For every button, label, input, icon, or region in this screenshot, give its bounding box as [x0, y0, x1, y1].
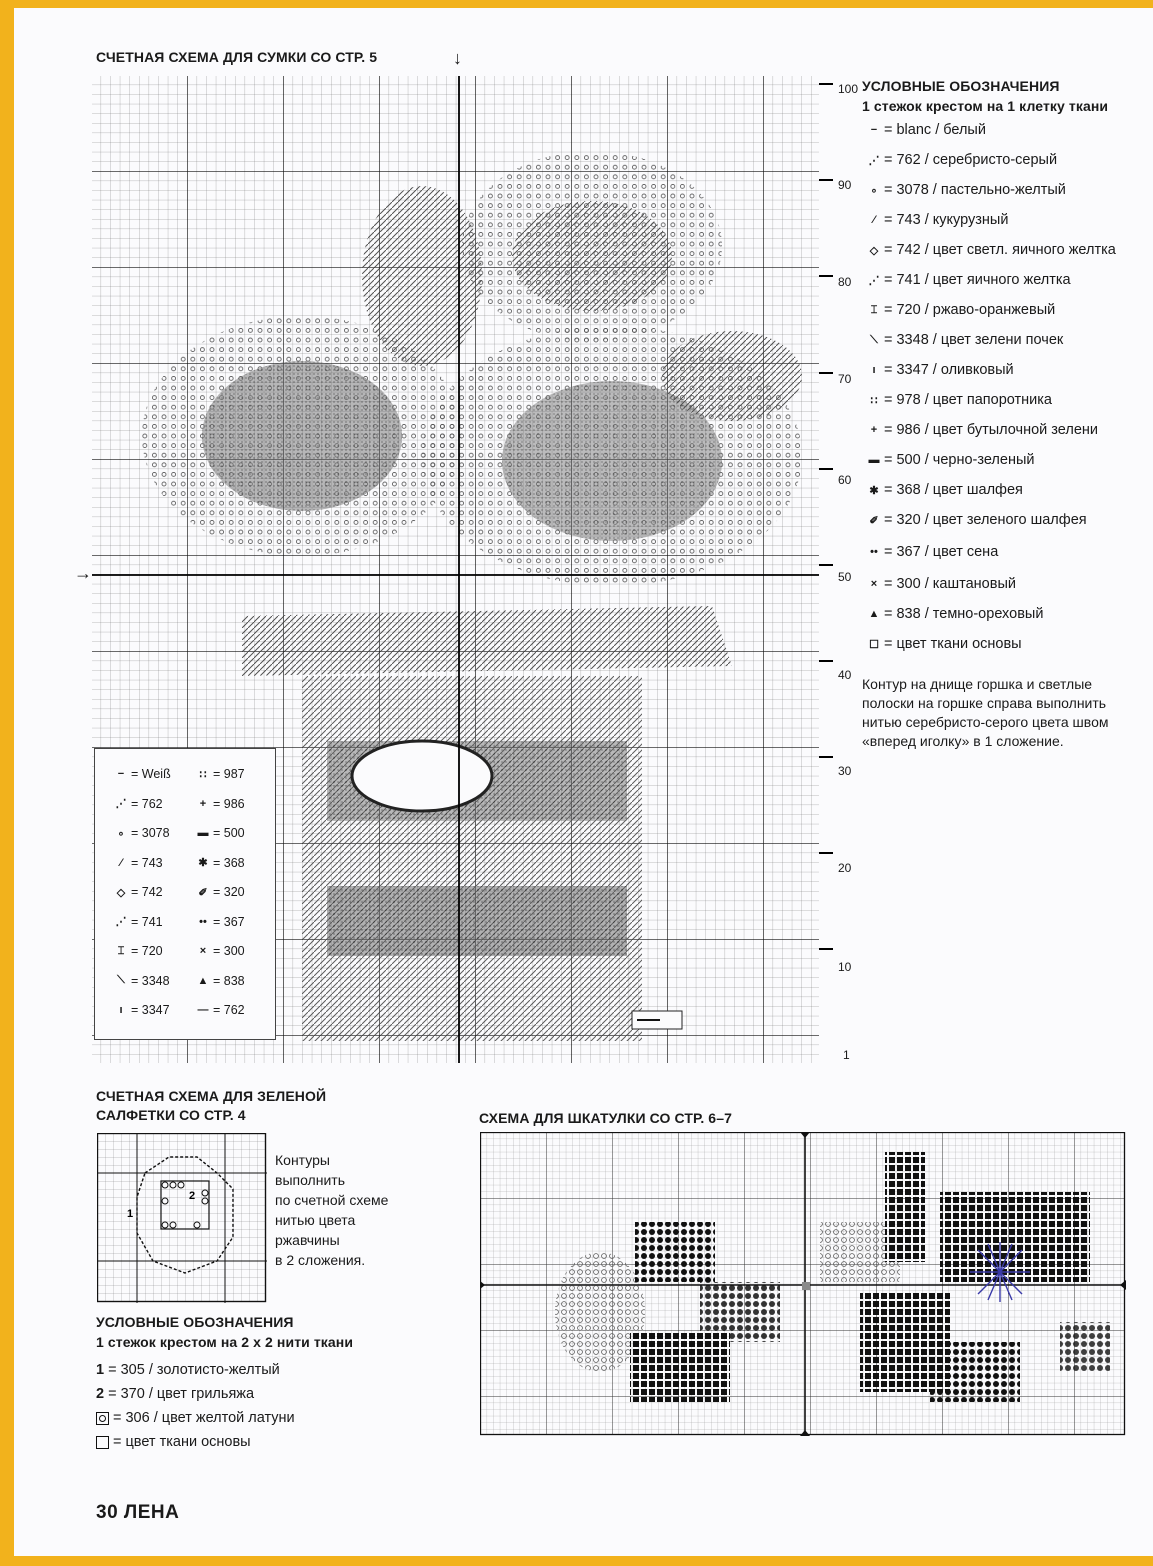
stitch-symbol-icon: +: [199, 797, 207, 810]
inset-legend-item: [113, 826, 170, 840]
legend-text: = 986: [213, 796, 245, 811]
legend-text: = 3347 / оливковый: [884, 362, 1014, 378]
inset-legend-item: [113, 767, 171, 781]
axis-label-90: 90: [838, 178, 852, 192]
stitch-symbol-icon: ◇: [869, 244, 879, 257]
legend-text: = цвет ткани основы: [884, 636, 1022, 652]
legend-text: = 3347: [131, 1003, 170, 1017]
inset-legend-item: [195, 856, 245, 870]
napkin-label-2: 2: [189, 1190, 196, 1202]
stitch-symbol-icon: ✐: [198, 886, 208, 899]
legend-item: [866, 362, 1014, 378]
legend-text: = 367: [213, 914, 245, 929]
inset-legend-item: [195, 1003, 245, 1017]
stitch-symbol-icon: ı: [872, 364, 876, 376]
legend-item: [866, 512, 1087, 528]
inset-legend-item: [113, 915, 163, 929]
stitch-symbol-icon: ×: [199, 945, 207, 957]
napkin-legend-item: [96, 1406, 295, 1430]
stitch-symbol-icon: ∷: [199, 768, 207, 781]
inset-legend: [94, 748, 276, 1040]
inset-legend-item: [195, 974, 245, 988]
legend-text: = 300: [213, 944, 245, 958]
inset-legend-item: [195, 826, 245, 840]
stitch-symbol-icon: ∷: [870, 394, 878, 407]
napkin-legend-item: [96, 1382, 295, 1406]
legend-text: = 300 / каштановый: [884, 576, 1016, 592]
stitch-symbol-icon: ⁄: [873, 214, 875, 226]
napkin-chart-grid: [97, 1133, 267, 1303]
legend-text: = 741 / цвет яичного желтка: [884, 272, 1071, 288]
legend-text: = 320: [213, 885, 245, 899]
inset-legend-item: [195, 915, 245, 929]
legend-item: [866, 152, 1057, 168]
legend-item: [866, 636, 1022, 652]
axis-label-30: 30: [838, 764, 852, 778]
stitch-symbol-icon: ✱: [198, 857, 208, 869]
footer: [96, 1502, 179, 1524]
axis-label-100: 100: [838, 82, 859, 96]
napkin-title-line1: СЧЕТНАЯ СХЕМА ДЛЯ ЗЕЛЕНОЙ: [96, 1088, 327, 1104]
legend-text: = 500: [213, 826, 245, 840]
empty-square-icon: [96, 1436, 109, 1449]
axis-label-60: 60: [838, 473, 852, 487]
inset-legend-item: [113, 944, 163, 958]
napkin-note-line: выполнить: [275, 1172, 345, 1188]
stitch-symbol-icon: ⟍: [117, 974, 125, 986]
legend-title: УСЛОВНЫЕ ОБОЗНАЧЕНИЯ: [862, 78, 1060, 94]
legend-text: = 305 / золотисто-желтый: [104, 1362, 280, 1378]
axis-label-50: 50: [838, 570, 852, 584]
stitch-symbol-icon: ☐: [869, 638, 879, 651]
legend-text: = 720 / ржаво-оранжевый: [884, 302, 1056, 318]
legend-text: = 368 / цвет шалфея: [884, 482, 1023, 498]
legend-item: [866, 122, 986, 138]
legend-text: = 367 / цвет сена: [884, 544, 999, 560]
inset-legend-item: [113, 797, 163, 811]
axis-label-70: 70: [838, 372, 852, 386]
legend-text: = 742: [131, 885, 163, 899]
napkin-legend-title: УСЛОВНЫЕ ОБОЗНАЧЕНИЯ: [96, 1314, 294, 1330]
legend-text: = 720: [131, 944, 163, 958]
stitch-symbol-icon: —: [197, 1004, 209, 1016]
legend-text: = 500 / черно-зеленый: [884, 452, 1035, 468]
legend-text: = 741: [131, 914, 163, 929]
legend-item: [866, 182, 1066, 198]
napkin-legend-list: [96, 1358, 295, 1454]
legend-item: [866, 242, 1116, 258]
stitch-symbol-icon: ⁄: [120, 856, 122, 869]
legend-item: [866, 212, 1008, 228]
center-arrow-top: ↓: [453, 48, 462, 68]
box-chart-grid: [480, 1132, 1126, 1436]
legend-num: 1: [96, 1362, 105, 1378]
inset-legend-item: [195, 885, 245, 899]
stitch-symbol-icon: +: [870, 424, 878, 436]
legend-text: = 370 / цвет грильяжа: [104, 1386, 255, 1402]
axis-label-1: 1: [843, 1048, 850, 1062]
legend-text: = 743 / кукурузный: [884, 212, 1009, 228]
napkin-note: [275, 1150, 388, 1270]
napkin-legend-item: [96, 1358, 295, 1382]
stitch-symbol-icon: ⋰: [868, 274, 880, 287]
napkin-label-1: 1: [127, 1208, 134, 1220]
center-arrow-left: →: [74, 563, 92, 583]
legend-text: = 742 / цвет светл. яичного желтка: [884, 242, 1116, 258]
stitch-symbol-icon: ı: [119, 1004, 123, 1016]
napkin-note-line: нитью цвета: [275, 1212, 356, 1228]
legend-item: [866, 482, 1023, 498]
legend-text: = 306 / цвет желтой латуни: [113, 1410, 295, 1426]
legend-text: = 987: [213, 767, 245, 781]
legend-text: = 762 / серебристо-серый: [884, 152, 1058, 168]
legend-text: = 3348 / цвет зелени почек: [884, 332, 1064, 348]
stitch-symbol-icon: ••: [199, 915, 207, 928]
napkin-title-line2: САЛФЕТКИ СО СТР. 4: [96, 1107, 246, 1123]
stitch-symbol-icon: ×: [870, 578, 878, 590]
stitch-symbol-icon: ⋰: [115, 798, 127, 810]
inset-legend-item: [113, 856, 163, 870]
axis-label-80: 80: [838, 275, 852, 289]
legend-num: 2: [96, 1386, 105, 1402]
legend-item: [866, 606, 1043, 622]
star-stitch: [970, 1242, 1030, 1302]
napkin-legend-item: [96, 1430, 295, 1454]
legend-item: [866, 272, 1071, 288]
pot-motif: [302, 676, 682, 1041]
axis-label-10: 10: [838, 960, 852, 974]
legend-item: [866, 422, 1098, 438]
legend-text: = 762: [131, 796, 163, 811]
napkin-note-line: по счетной схеме: [275, 1192, 389, 1208]
napkin-note-line: Контуры: [275, 1152, 330, 1168]
legend-text: = цвет ткани основы: [113, 1434, 251, 1450]
legend-item: [866, 302, 1055, 318]
legend-text: = 320 / цвет зеленого шалфея: [884, 512, 1087, 528]
axis-label-40: 40: [838, 668, 852, 682]
ring-square-icon: [96, 1412, 109, 1425]
inset-legend-item: [195, 797, 245, 811]
stitch-symbol-icon: −: [117, 768, 125, 780]
stitch-symbol-icon: ∘: [117, 827, 125, 840]
legend-text: = 838 / темно-ореховый: [884, 606, 1044, 622]
stitch-symbol-icon: ⌶: [117, 944, 125, 957]
stitch-symbol-icon: ⟍: [870, 333, 878, 346]
bag-note: Контур на днище горшка и светлые полоски на горшке справа выполнить нитью серебристо-серого цвета швом «вперед иголку» в 1 сложение.: [862, 676, 1109, 749]
box-chart-title: СХЕМА ДЛЯ ШКАТУЛКИ СО СТР. 6–7: [479, 1110, 732, 1126]
inset-legend-item: [113, 1003, 170, 1017]
inset-legend-item: [113, 885, 163, 899]
legend-text: = 368: [213, 855, 245, 870]
center-marker: [802, 1282, 810, 1290]
stitch-symbol-icon: ✐: [869, 514, 879, 527]
legend-text: = 3078 / пастельно-желтый: [884, 182, 1066, 198]
stitch-symbol-icon: ▬: [868, 454, 880, 466]
stitch-symbol-icon: −: [870, 124, 878, 136]
legend-item: [866, 392, 1052, 408]
legend-text: = 978 / цвет папоротника: [884, 392, 1052, 408]
napkin-note-line: ржавчины: [275, 1232, 340, 1248]
stitch-symbol-icon: ▬: [197, 827, 209, 839]
stitch-symbol-icon: ⋰: [868, 154, 880, 167]
legend-text: = 838: [213, 973, 245, 988]
legend-text: = 762: [213, 1003, 245, 1017]
stitch-symbol-icon: ••: [870, 546, 878, 558]
stitch-symbol-icon: ◇: [116, 886, 126, 899]
legend-item: [866, 544, 998, 560]
stitch-symbol-icon: ▲: [868, 608, 880, 620]
stitch-symbol-icon: ⋰: [115, 916, 127, 928]
inset-legend-item: [195, 944, 245, 958]
legend-text: = Weiß: [131, 767, 171, 781]
legend-text: = blanc / белый: [884, 122, 986, 138]
stitch-symbol-icon: ∘: [870, 184, 878, 197]
napkin-note-line: в 2 сложения.: [275, 1252, 366, 1268]
stitch-symbol-icon: ⌶: [870, 303, 878, 316]
legend-item: [866, 452, 1034, 468]
axis-ticks: [819, 76, 837, 976]
stitch-symbol-icon: ▲: [197, 974, 209, 987]
legend-text: = 3348: [131, 973, 170, 988]
legend-text: = 743: [131, 855, 163, 870]
legend-text: = 3078: [131, 826, 170, 840]
inset-legend-item: [195, 767, 245, 781]
magazine-name: ЛЕНА: [123, 1502, 180, 1523]
legend-item: [866, 332, 1063, 348]
legend-subtitle: 1 стежок крестом на 1 клетку ткани: [862, 98, 1109, 114]
inset-legend-item: [113, 974, 170, 988]
legend-item: [866, 576, 1016, 592]
axis-label-20: 20: [838, 861, 852, 875]
legend-text: = 986 / цвет бутылочной зелени: [884, 422, 1098, 438]
page-number: 30: [96, 1502, 119, 1523]
bag-chart-title: СЧЕТНАЯ СХЕМА ДЛЯ СУМКИ СО СТР. 5: [96, 49, 378, 65]
napkin-legend-subtitle: 1 стежок крестом на 2 х 2 нити ткани: [96, 1334, 354, 1350]
stitch-symbol-icon: ✱: [869, 484, 879, 497]
